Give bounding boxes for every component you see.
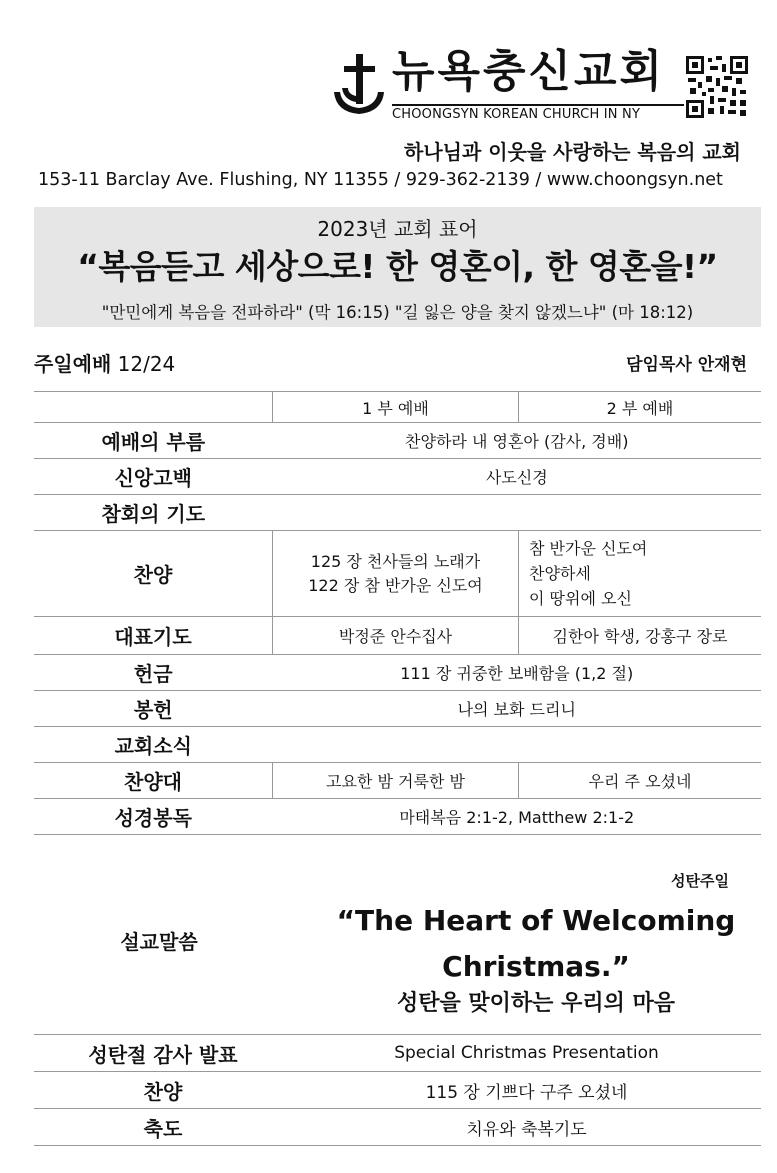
representative-prayer-label: 대표기도 bbox=[34, 617, 273, 655]
offering-value: 111 장 귀중한 보배함을 (1,2 절) bbox=[273, 655, 762, 691]
motto-year: 2023년 교회 표어 bbox=[317, 217, 478, 241]
scripture-reading-label: 성경봉독 bbox=[34, 799, 273, 835]
praise-second-service bbox=[519, 531, 762, 617]
first-service-header: 1 부 예배 bbox=[273, 392, 519, 423]
church-name-korean: 뉴욕충신교회 bbox=[392, 46, 666, 97]
sermon-title bbox=[306, 898, 766, 990]
church-name-english: CHOONGSYN KOREAN CHURCH IN NY bbox=[392, 104, 684, 122]
prayer-first-service: 박정준 안수집사 bbox=[273, 617, 519, 655]
praise-second-line1: 참 반가운 신도여 bbox=[529, 539, 648, 558]
praise-label: 찬양 bbox=[34, 531, 273, 617]
qr-code-icon[interactable] bbox=[686, 56, 748, 118]
table-row bbox=[34, 655, 761, 691]
scripture-reading-value: 마태복음 2:1-2, Matthew 2:1-2 bbox=[273, 799, 762, 835]
table-row bbox=[34, 799, 761, 835]
empty-cell bbox=[34, 392, 273, 423]
repentance-prayer-label: 참회의 기도 bbox=[34, 495, 273, 531]
table-row bbox=[34, 763, 761, 799]
closing-hymn-label: 찬양 bbox=[34, 1072, 292, 1109]
table-header-row bbox=[34, 392, 761, 423]
motto-main: “복음듣고 세상으로! 한 영혼이, 한 영혼을!” bbox=[77, 247, 718, 286]
choir-second-service: 우리 주 오셨네 bbox=[519, 763, 762, 799]
closing-hymn-value: 115 장 기쁘다 구주 오셨네 bbox=[292, 1072, 761, 1109]
praise-first-line2: 122 장 참 반가운 신도여 bbox=[308, 575, 483, 595]
offertory-value: 나의 보화 드리니 bbox=[273, 691, 762, 727]
sermon-title-korean: 성탄을 맞이하는 우리의 마음 bbox=[396, 991, 675, 1016]
praise-first-line1: 125 장 천사들의 노래가 bbox=[310, 551, 481, 571]
table-row bbox=[34, 459, 761, 495]
offertory-label: 봉헌 bbox=[34, 691, 273, 727]
table-row bbox=[34, 727, 761, 763]
church-motto-box bbox=[34, 207, 761, 327]
christmas-presentation-value: Special Christmas Presentation bbox=[292, 1035, 761, 1072]
service-date: 12/24 bbox=[117, 352, 176, 376]
worship-order-table bbox=[34, 391, 761, 835]
prayer-second-service: 김한아 학생, 강홍구 장로 bbox=[519, 617, 762, 655]
benediction-value: 치유와 축복기도 bbox=[292, 1109, 761, 1146]
table-row bbox=[34, 691, 761, 727]
motto-verses: "만민에게 복음을 전파하라" (막 16:15) "길 잃은 양을 찾지 않겠느냐" (마 18:12) bbox=[101, 303, 694, 322]
service-title bbox=[34, 348, 175, 377]
church-logo bbox=[330, 46, 750, 126]
creed-label: 신앙고백 bbox=[34, 459, 273, 495]
second-service-header: 2 부 예배 bbox=[519, 392, 762, 423]
praise-first-service bbox=[273, 531, 519, 617]
benediction-label: 축도 bbox=[34, 1109, 292, 1146]
church-address: 153-11 Barclay Ave. Flushing, NY 11355 / 929-362-2139 / www.choongsyn.net bbox=[38, 170, 723, 190]
sermon-title-line2: Christmas.” bbox=[442, 950, 630, 983]
cross-logo-icon bbox=[330, 52, 388, 118]
table-row bbox=[34, 1035, 761, 1072]
call-to-worship-value: 찬양하라 내 영혼아 (감사, 경배) bbox=[273, 423, 762, 459]
sermon-section bbox=[34, 862, 761, 1034]
table-row bbox=[34, 1109, 761, 1146]
creed-value: 사도신경 bbox=[273, 459, 762, 495]
church-news-value bbox=[273, 727, 762, 763]
table-row bbox=[34, 495, 761, 531]
praise-second-line3: 이 땅위에 오신 bbox=[529, 589, 632, 608]
table-row bbox=[34, 617, 761, 655]
service-name: 주일예배 bbox=[34, 352, 112, 376]
sermon-label: 설교말씀 bbox=[120, 930, 198, 954]
praise-second-line2: 찬양하세 bbox=[529, 564, 591, 583]
table-row bbox=[34, 531, 761, 617]
call-to-worship-label: 예배의 부름 bbox=[34, 423, 273, 459]
church-news-label: 교회소식 bbox=[34, 727, 273, 763]
repentance-prayer-value bbox=[273, 495, 762, 531]
offering-label: 헌금 bbox=[34, 655, 273, 691]
closing-order-table bbox=[34, 1034, 761, 1146]
table-row bbox=[34, 423, 761, 459]
sermon-title-line1: “The Heart of Welcoming bbox=[336, 904, 736, 937]
pastor-name: 담임목사 안재현 bbox=[626, 355, 747, 375]
church-tagline: 하나님과 이웃을 사랑하는 복음의 교회 bbox=[404, 140, 741, 164]
table-row bbox=[34, 1072, 761, 1109]
choir-label: 찬양대 bbox=[34, 763, 273, 799]
sermon-tag: 성탄주일 bbox=[671, 872, 729, 890]
choir-first-service: 고요한 밤 거룩한 밤 bbox=[273, 763, 519, 799]
christmas-presentation-label: 성탄절 감사 발표 bbox=[34, 1035, 292, 1072]
